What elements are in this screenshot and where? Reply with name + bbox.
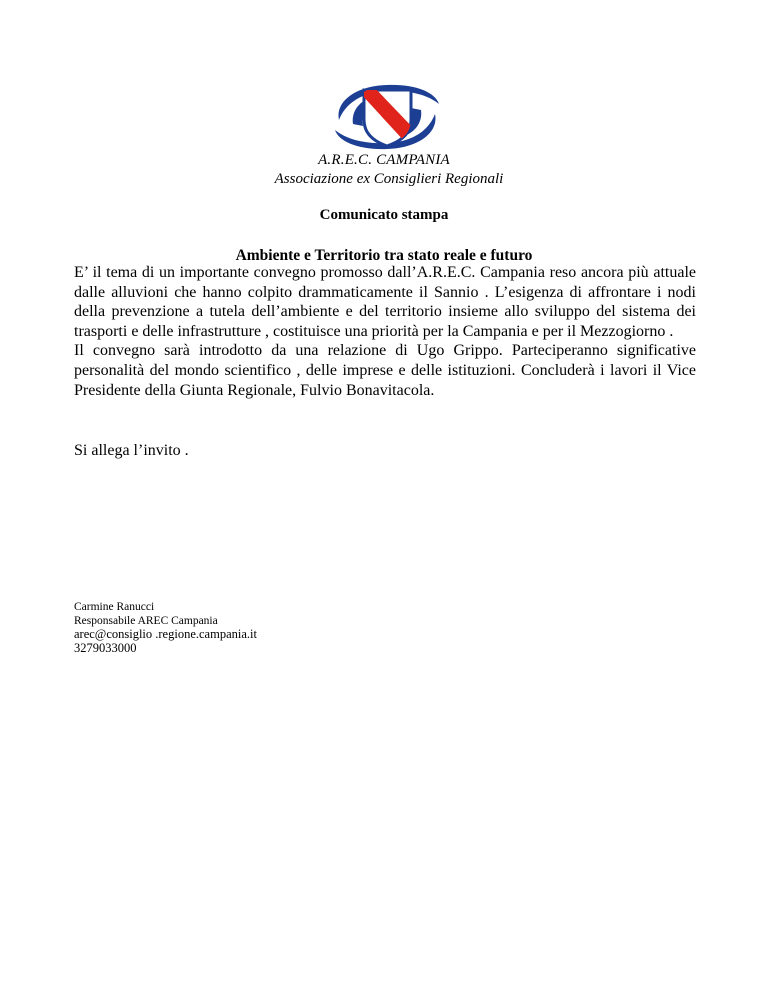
body-text	[74, 263, 696, 400]
attachment-note: Si allega l’invito .	[74, 442, 189, 459]
organization-subtitle: Associazione ex Consiglieri Regionali	[274, 171, 504, 187]
paragraph-2: Il convegno sarà introdotto da una relazione di Ugo Grippo. Parteciperanno significative personalità del mondo scientifico , delle imprese e delle istituzioni. Concluderà i lavori il Vice Presidente della Giunta Regionale, Fulvio Bonavitacola.	[74, 342, 696, 399]
paragraph-1: E’ il tema di un importante convegno promosso dall’A.R.E.C. Campania reso ancora più attuale dalle alluvioni che hanno colpito drammaticamente il Sannio . L’esigenza di affrontare i nodi della prevenzione a tutela dell’ambiente e del territorio insieme allo sviluppo del sistema dei trasporti e delle infrastrutture , costituisce una priorità per la Campania e per il Mezzogiorno .	[74, 264, 696, 340]
signature-role: Responsabile AREC Campania	[74, 614, 218, 627]
headline: Ambiente e Territorio tra stato reale e futuro	[235, 247, 533, 264]
arec-campania-logo	[331, 80, 443, 154]
signature-email: arec@consiglio .regione.campania.it	[74, 627, 257, 641]
press-release-title: Comunicato stampa	[319, 207, 449, 223]
signature-block	[74, 601, 257, 655]
signature-phone: 3279033000	[74, 640, 137, 655]
organization-name: A.R.E.C. CAMPANIA	[318, 152, 450, 168]
signature-name: Carmine Ranucci	[74, 601, 155, 613]
